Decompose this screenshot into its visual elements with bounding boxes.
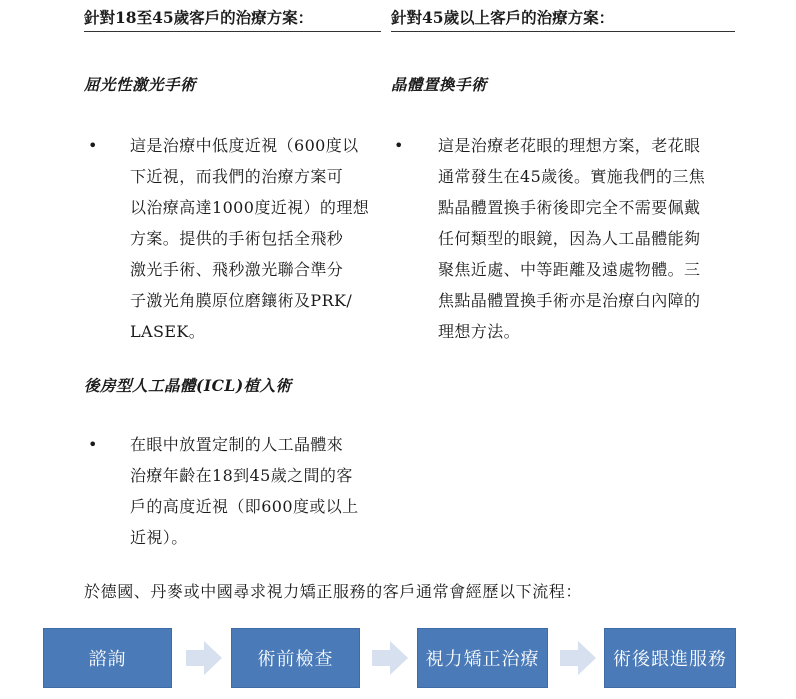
text-line: 通常發生在45歲後。實施我們的三焦 [438, 167, 706, 186]
section-title-icl: 後房型人工晶體(ICL)植入術 [84, 376, 292, 395]
text-line: 聚焦近處、中等距離及遠處物體。三 [438, 260, 701, 279]
arrow-shape [186, 641, 222, 675]
arrow-shape [560, 641, 596, 675]
text-line: 激光手術、飛秒激光聯合準分 [130, 260, 344, 279]
process-step-consultation: 諮詢 [43, 628, 172, 688]
left-column-header: 針對18至45歲客戶的治療方案： [84, 8, 381, 32]
process-step-followup: 術後跟進服務 [604, 628, 736, 688]
text-line: 戶的高度近視（即600度或以上 [130, 497, 359, 516]
section-body-lens-replacement [438, 130, 705, 347]
section-body-refractive-laser [130, 130, 369, 347]
bullet-marker: • [394, 136, 404, 155]
process-intro: 於德國、丹麥或中國尋求視力矯正服務的客戶通常會經歷以下流程： [84, 582, 583, 601]
text-line: 焦點晶體置換手術亦是治療白內障的 [438, 291, 701, 310]
section-title-refractive-laser: 屈光性激光手術 [84, 75, 197, 94]
text-line: 這是治療老花眼的理想方案，老花眼 [438, 136, 701, 155]
text-line: 子激光角膜原位磨鑲術及PRK/ [130, 291, 353, 310]
bullet-marker: • [88, 435, 98, 454]
text-line: 下近視，而我們的治療方案可 [130, 167, 344, 186]
arrow-right-icon [186, 641, 222, 675]
text-line: 方案。提供的手術包括全飛秒 [130, 229, 344, 248]
bullet-marker: • [88, 136, 98, 155]
text-line: 任何類型的眼鏡，因為人工晶體能夠 [438, 229, 701, 248]
arrow-shape [372, 641, 408, 675]
arrow-right-icon [372, 641, 408, 675]
text-line: 治療年齡在18到45歲之間的客 [130, 466, 353, 485]
text-line: 理想方法。 [438, 322, 521, 341]
text-line: 近視）。 [130, 528, 188, 547]
arrow-right-icon [560, 641, 596, 675]
text-line: 這是治療中低度近視（600度以 [130, 136, 359, 155]
text-line: 點晶體置換手術後即完全不需要佩戴 [438, 198, 701, 217]
text-line: LASEK。 [130, 322, 206, 341]
section-body-icl [130, 429, 359, 553]
process-step-vision-correction: 視力矯正治療 [417, 628, 548, 688]
text-line: 以治療高達1000度近視）的理想 [130, 198, 370, 217]
section-title-lens-replacement: 晶體置換手術 [391, 75, 488, 94]
process-step-preop-exam: 術前檢查 [231, 628, 360, 688]
right-column-header: 針對45歲以上客戶的治療方案： [391, 8, 735, 32]
text-line: 在眼中放置定制的人工晶體來 [130, 435, 344, 454]
